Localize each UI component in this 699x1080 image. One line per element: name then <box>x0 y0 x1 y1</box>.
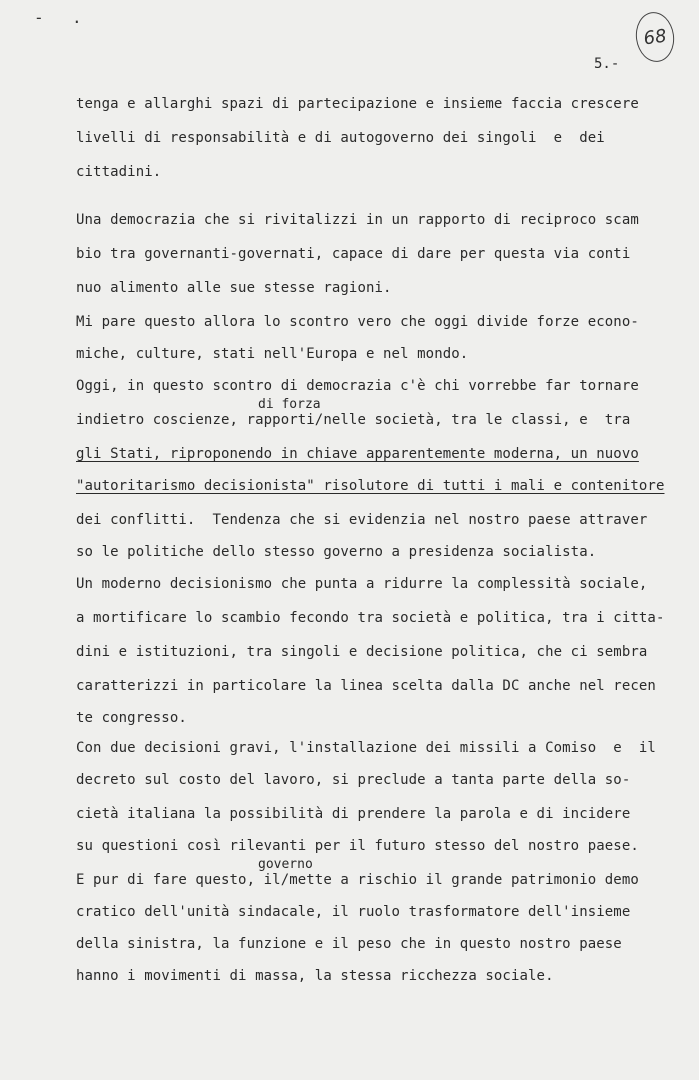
text-line: hanno i movimenti di massa, la stessa ricchezza sociale. <box>76 968 554 984</box>
text-line: Mi pare questo allora lo scontro vero che oggi divide forze econo- <box>76 314 639 330</box>
text-line: te congresso. <box>76 710 187 726</box>
text-line: Con due decisioni gravi, l'installazione dei missili a Comiso e il <box>76 740 656 756</box>
text-line: bio tra governanti-governati, capace di dare per questa via conti <box>76 246 631 262</box>
text-line: E pur di fare questo, il/mette a rischio il grande patrimonio demo <box>76 872 639 888</box>
text-line: cratico dell'unità sindacale, il ruolo trasformatore dell'insieme <box>76 904 631 920</box>
text-line: dei conflitti. Tendenza che si evidenzia nel nostro paese attraver <box>76 512 648 528</box>
text-line: gli Stati, riproponendo in chiave apparentemente moderna, un nuovo <box>76 446 639 462</box>
text-line: a mortificare lo scambio fecondo tra società e politica, tra i citta- <box>76 610 665 626</box>
text-line: "autoritarismo decisionista" risolutore di tutti i mali e contenitore <box>76 478 665 494</box>
text-line: Oggi, in questo scontro di democrazia c'è chi vorrebbe far tornare <box>76 378 639 394</box>
text-line: tenga e allarghi spazi di partecipazione e insieme faccia crescere <box>76 96 639 112</box>
text-line: caratterizzi in particolare la linea scelta dalla DC anche nel recen <box>76 678 656 694</box>
margin-mark: - <box>34 8 44 27</box>
margin-mark: . <box>72 8 82 27</box>
text-line: Un moderno decisionismo che punta a ridurre la complessità sociale, <box>76 576 648 592</box>
text-line: so le politiche dello stesso governo a presidenza socialista. <box>76 544 597 560</box>
text-line: decreto sul costo del lavoro, si preclude a tanta parte della so- <box>76 772 631 788</box>
text-line: della sinistra, la funzione e il peso che in questo nostro paese <box>76 936 622 952</box>
handwritten-insert: di forza <box>258 397 321 412</box>
text-line: nuo alimento alle sue stesse ragioni. <box>76 280 392 296</box>
text-line: cietà italiana la possibilità di prendere la parola e di incidere <box>76 806 631 822</box>
archive-stamp: 68 <box>633 10 678 65</box>
text-line: dini e istituzioni, tra singoli e decisione politica, che ci sembra <box>76 644 648 660</box>
text-line: miche, culture, stati nell'Europa e nel mondo. <box>76 346 469 362</box>
handwritten-insert: governo <box>258 857 313 872</box>
text-line: indietro coscienze, rapporti/nelle società, tra le classi, e tra <box>76 412 631 428</box>
text-line: su questioni così rilevanti per il futuro stesso del nostro paese. <box>76 838 639 854</box>
text-line: Una democrazia che si rivitalizzi in un rapporto di reciproco scam <box>76 212 639 228</box>
text-line: cittadini. <box>76 164 162 180</box>
page-number: 5.- <box>594 56 620 72</box>
text-line: livelli di responsabilità e di autogoverno dei singoli e dei <box>76 130 605 146</box>
